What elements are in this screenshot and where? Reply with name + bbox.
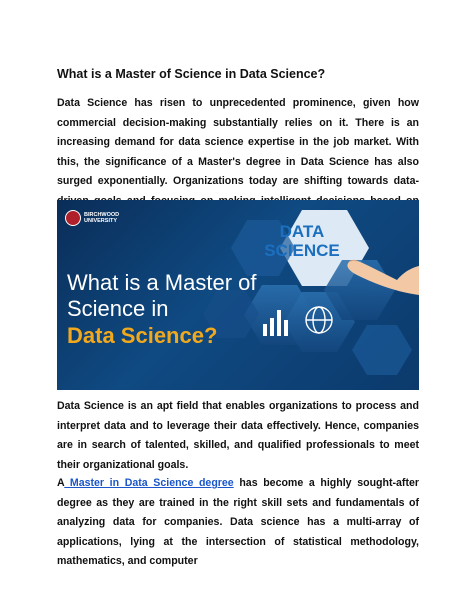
intro-paragraph: Data Science has risen to unprecedented prominence, given how commercial decision-making substantially relies on it. There is an increasing demand for data science expertise in the job market. With this, the significance of a Master's degree in Data Science has also surged exponentially. Organizations today are shifting towards data- xyxy=(57,97,419,188)
banner-title-accent: Data Science? xyxy=(67,323,218,348)
second-paragraph: Data Science is an apt field that enables organizations to process and interpret data and to leverage their data effectively. Hence, companies are in search of talented, skilled, and qualified professionals to meet their organizational goals. xyxy=(57,400,419,471)
university-logo xyxy=(65,210,130,226)
hexagon-shape xyxy=(352,325,412,375)
page-heading: What is a Master of Science in Data Science? xyxy=(57,67,326,81)
paragraph-body: has become a highly sought-after degree as they are trained in the right skill sets and fundamentals of analyzing data for companies. Data science has a multi-array of applications, lying at the intersection of statistical methodology, mathematics, and computer xyxy=(57,477,419,568)
logo-text: BIRCHWOOD UNIVERSITY xyxy=(84,212,120,224)
banner-title: What is a Master of Science in xyxy=(67,270,257,321)
master-degree-link[interactable]: Master in Data Science degree xyxy=(64,477,234,489)
data-science-hex-label: DATA SCIENCE xyxy=(264,222,340,260)
university-crest-icon xyxy=(65,210,81,226)
article-banner-image xyxy=(57,200,419,390)
paragraph-prefix: A xyxy=(57,477,65,489)
third-paragraph xyxy=(57,474,419,572)
